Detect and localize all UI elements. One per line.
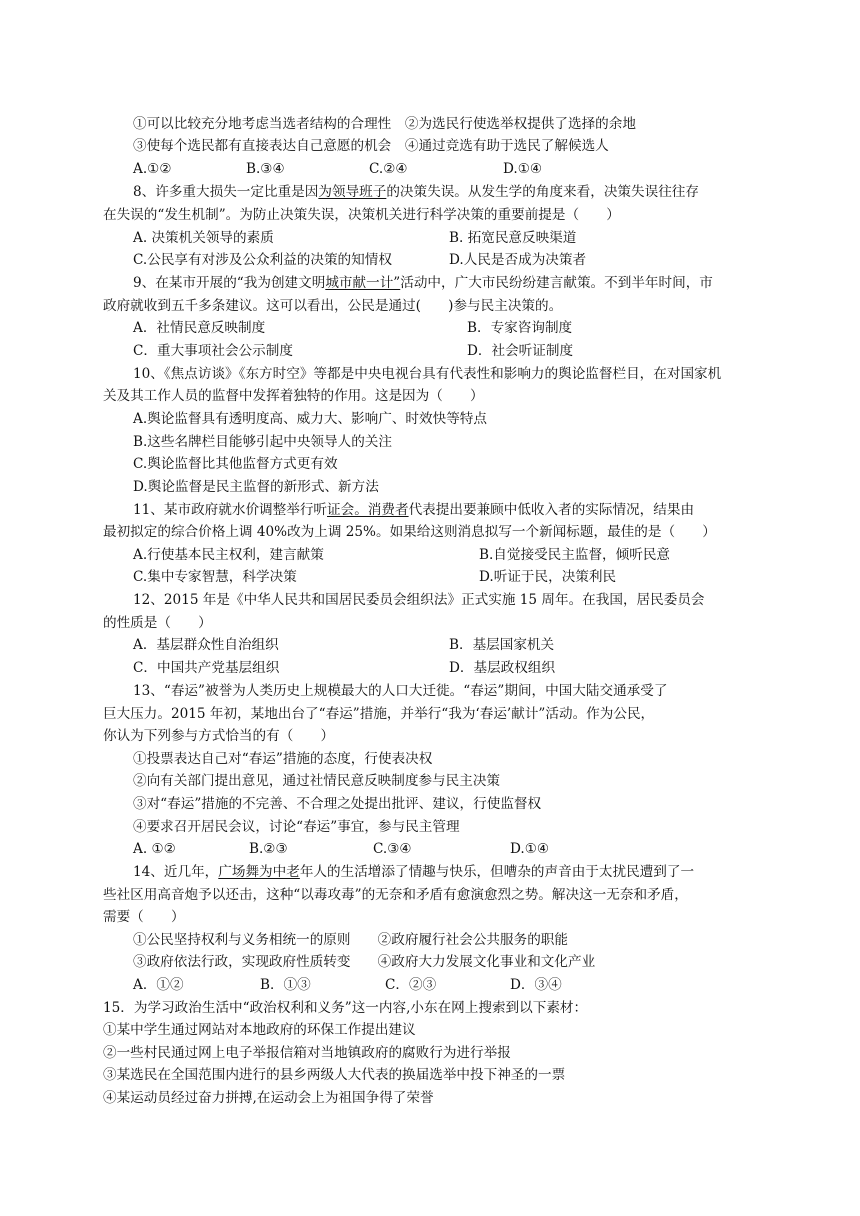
q8-choice-c: C.公民享有对涉及公众利益的决策的知情权 <box>133 252 392 268</box>
q14-options-12: ①公民坚持权利与义务相统一的原则 ②政府履行社会公共服务的职能 <box>133 932 568 948</box>
q9-choice-d: D．社会听证制度 <box>467 343 574 359</box>
q11-choice-a: A.行使基本民主权利，建言献策 <box>133 547 324 563</box>
q15-material-2: ②一些村民通过网上电子举报信箱对当地镇政府的腐败行为进行举报 <box>103 1045 511 1061</box>
q15-stem-line1: 15．为学习政治生活中“政治权利和义务”这一内容,小东在网上搜索到以下素材： <box>103 1000 588 1016</box>
q9-stem-line1: 9、在某市开展的“我为创建文明城市献一计”活动中，广大市民纷纷建言献策。不到半年时间，市 <box>133 275 713 291</box>
q8-choice-d: D.人民是否成为决策者 <box>449 252 587 268</box>
q13-stem-line3: 你认为下列参与方式恰当的有（ ） <box>103 728 335 744</box>
q13-choice-a: A. ①② <box>133 841 176 857</box>
q12-choice-b: B．基层国家机关 <box>449 637 555 653</box>
q8-stem-line1: 8、许多重大损失一定比重是因为领导班子的决策失误。从发生学的角度来看，决策失误往往存 <box>133 184 699 200</box>
q11-choice-d: D.听证于民，决策利民 <box>479 569 617 585</box>
q8-choice-b: B. 拓宽民意反映渠道 <box>449 230 577 246</box>
q12-stem-line2: 的性质是（ ） <box>103 615 212 631</box>
q13-stem-line1: 13、“春运”被誉为人类历史上规模最大的人口大迁徙。“春运”期间，中国大陆交通承受了 <box>133 683 668 699</box>
q11-choice-b: B.自觉接受民主监督，倾听民意 <box>479 547 671 563</box>
q9-stem-line2: 政府就收到五千多条建议。这可以看出，公民是通过( )参与民主决策的。 <box>103 298 563 314</box>
q13-choice-d: D.①④ <box>510 841 550 857</box>
q9-choice-a: A．社情民意反映制度 <box>133 320 266 336</box>
q10-choice-a: A.舆论监督具有透明度高、威力大、影响广、时效快等特点 <box>133 411 487 427</box>
q15-material-3: ③某选民在全国范围内进行的县乡两级人大代表的换届选举中投下神圣的一票 <box>103 1067 566 1083</box>
q15-material-4: ④某运动员经过奋力拼搏,在运动会上为祖国争得了荣誉 <box>103 1090 434 1106</box>
q10-stem-line2: 关及其工作人员的监督中发挥着独特的作用。这是因为（ ） <box>103 388 484 404</box>
q13-option-3: ③对“春运”措施的不完善、不合理之处提出批评、建议，行使监督权 <box>133 796 542 812</box>
q13-choice-b: B.②③ <box>249 841 288 857</box>
q9-choice-b: B．专家咨询制度 <box>467 320 573 336</box>
q12-choice-c: C．中国共产党基层组织 <box>133 660 280 676</box>
q12-choice-a: A．基层群众性自治组织 <box>133 637 279 653</box>
q10-choice-c: C.舆论监督比其他监督方式更有效 <box>133 456 338 472</box>
q11-choice-c: C.集中专家智慧，科学决策 <box>133 569 297 585</box>
q13-option-1: ①投票表达自己对“春运”措施的态度，行使表决权 <box>133 751 433 767</box>
q7-choice-b: B.③④ <box>246 161 285 177</box>
q15-material-1: ①某中学生通过网站对本地政府的环保工作提出建议 <box>103 1022 416 1038</box>
q14-stem-line2: 些社区用高音炮予以还击，这种“以毒攻毒”的无奈和矛盾有愈演愈烈之势。解决这一无奈和矛盾， <box>103 887 688 903</box>
q8-choice-a: A. 决策机关领导的素质 <box>133 230 274 246</box>
q12-choice-d: D．基层政权组织 <box>449 660 556 676</box>
q14-choice-a: A．①② <box>133 977 184 993</box>
q14-choice-c: C．②③ <box>385 977 437 993</box>
q13-stem-line2: 巨大压力。2015 年初，某地出台了“春运”措施，并举行“我为‘春运’献计”活动。作为公民， <box>103 706 655 722</box>
q7-options-34: ③使每个选民都有直接表达自己意愿的机会 ④通过竞选有助于选民了解候选人 <box>133 138 609 154</box>
q14-stem-line1: 14、近几年，广场舞为中老年人的生活增添了情趣与快乐，但嘈杂的声音由于太扰民遭到了一 <box>133 864 695 880</box>
q11-stem-line2: 最初拟定的综合价格上调 40%改为上调 25%。如果给这则消息拟写一个新闻标题，最佳的是（ ） <box>103 524 716 540</box>
q10-choice-b: B.这些名牌栏目能够引起中央领导人的关注 <box>133 434 392 450</box>
q7-options-12: ①可以比较充分地考虑当选者结构的合理性 ②为选民行使选举权提供了选择的余地 <box>133 116 636 132</box>
q10-stem-line1: 10、《焦点访谈》《东方时空》等都是中央电视台具有代表性和影响力的舆论监督栏目，在对国家机 <box>133 366 722 382</box>
q8-stem-line2: 在失误的“发生机制”。为防止决策失误，决策机关进行科学决策的重要前提是（ ） <box>103 207 620 223</box>
q14-choice-d: D．③④ <box>510 977 562 993</box>
q13-option-4: ④要求召开居民会议，讨论“春运”事宜，参与民主管理 <box>133 819 460 835</box>
q11-stem-line1: 11、某市政府就水价调整举行听证会。消费者代表提出要兼顾中低收入者的实际情况，结果由 <box>133 502 695 518</box>
q12-stem-line1: 12、2015 年是《中华人民共和国居民委员会组织法》正式实施 15 周年。在我国，居民委员会 <box>133 592 705 608</box>
q7-choice-d: D.①④ <box>503 161 543 177</box>
q14-choice-b: B．①③ <box>260 977 311 993</box>
q7-choice-a: A.①② <box>133 161 172 177</box>
q9-choice-c: C．重大事项社会公示制度 <box>133 343 293 359</box>
q10-choice-d: D.舆论监督是民主监督的新形式、新方法 <box>133 479 379 495</box>
q14-stem-line3: 需要（ ） <box>103 909 185 925</box>
q14-options-34: ③政府依法行政，实现政府性质转变 ④政府大力发展文化事业和文化产业 <box>133 954 596 970</box>
q13-choice-c: C.③④ <box>373 841 412 857</box>
q7-choice-c: C.②④ <box>369 161 408 177</box>
q13-option-2: ②向有关部门提出意见，通过社情民意反映制度参与民主决策 <box>133 773 501 789</box>
